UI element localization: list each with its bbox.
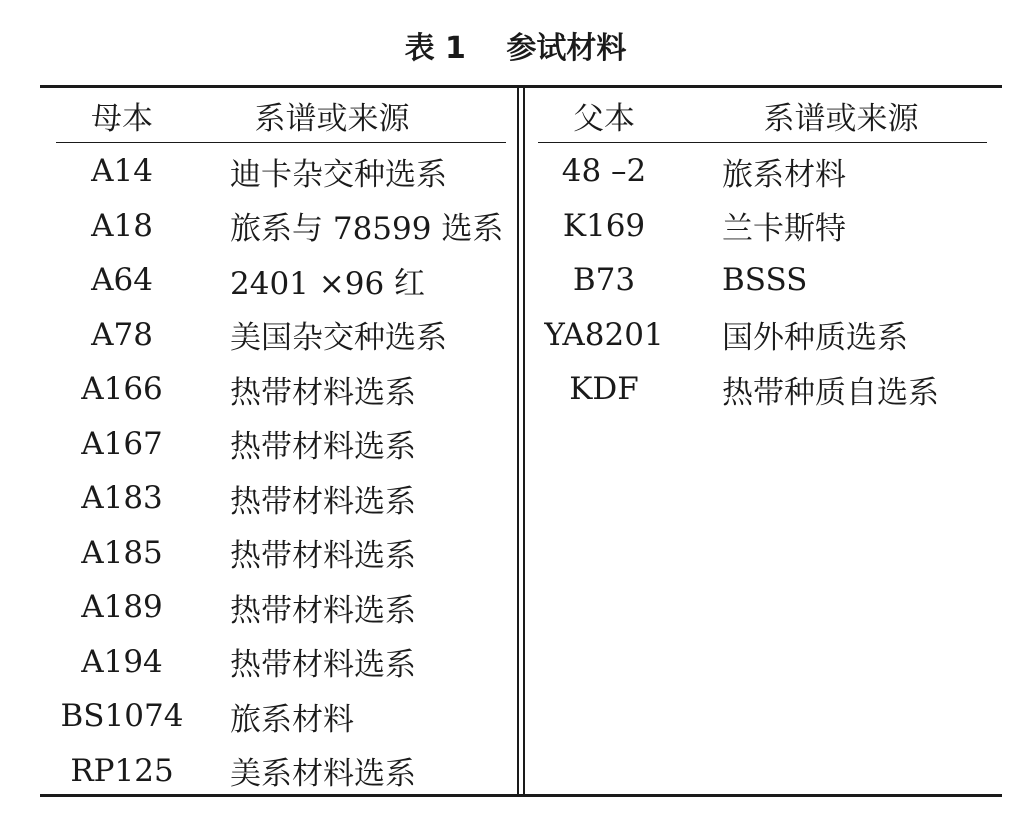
mother-name: A185 (81, 534, 163, 571)
mother-header-row (56, 88, 514, 142)
mother-name: A78 (91, 316, 153, 353)
table-row (538, 199, 998, 254)
mother-name: A183 (81, 480, 163, 517)
mother-table (56, 88, 514, 798)
father-name: YA8201 (544, 316, 664, 353)
father-header: 父本 (573, 100, 635, 137)
father-source-header: 系谱或来源 (763, 100, 919, 137)
mother-name: A14 (91, 153, 153, 190)
table-row (538, 362, 998, 417)
mother-source: 热带材料选系 (230, 374, 416, 411)
table-row (56, 471, 514, 526)
mother-rows (56, 144, 514, 798)
table-row (56, 199, 514, 254)
father-source: 热带种质自选系 (722, 374, 939, 411)
mother-source: 2401 ×96 红 (230, 265, 426, 302)
table-row (56, 744, 514, 799)
table-row (56, 526, 514, 581)
mother-source-header: 系谱或来源 (254, 100, 410, 137)
column-divider-right (523, 88, 525, 794)
father-name: B73 (572, 262, 636, 299)
mother-source: 热带材料选系 (230, 429, 416, 466)
mother-name: A64 (91, 262, 153, 299)
father-source: 国外种质选系 (722, 320, 908, 357)
mother-source: 迪卡杂交种选系 (230, 156, 447, 193)
mother-name: BS1074 (60, 698, 184, 735)
mother-name: RP125 (70, 752, 174, 789)
father-rows (538, 144, 998, 417)
column-divider-left (517, 88, 519, 794)
mother-source: 热带材料选系 (230, 538, 416, 575)
father-name: K169 (562, 207, 646, 244)
father-source: 旅系材料 (722, 156, 846, 193)
father-name: KDF (569, 371, 639, 408)
mother-source: 旅系材料 (230, 701, 354, 738)
mother-header: 母本 (91, 100, 153, 137)
mother-source: 美国杂交种选系 (230, 320, 447, 357)
father-table (538, 88, 998, 417)
table-row (538, 144, 998, 199)
table-row (56, 689, 514, 744)
table-row (56, 362, 514, 417)
father-source: BSSS (722, 262, 808, 299)
mother-name: A189 (81, 589, 163, 626)
mother-source: 热带材料选系 (230, 647, 416, 684)
father-header-row (538, 88, 998, 142)
mother-source: 美系材料选系 (230, 756, 416, 793)
father-source: 兰卡斯特 (722, 211, 846, 248)
table-row (56, 635, 514, 690)
table-row (56, 417, 514, 472)
father-name: 48 –2 (561, 153, 647, 190)
table-row (56, 253, 514, 308)
table-row (538, 253, 998, 308)
mother-name: A167 (81, 425, 163, 462)
table-row (56, 308, 514, 363)
mother-source: 旅系与 78599 选系 (230, 211, 504, 248)
table-row (56, 144, 514, 199)
table-row (56, 580, 514, 635)
mother-source: 热带材料选系 (230, 483, 416, 520)
mother-name: A166 (81, 371, 163, 408)
table-title: 表 1 参试材料 (404, 31, 627, 66)
table-row (538, 308, 998, 363)
mother-source: 热带材料选系 (230, 592, 416, 629)
mother-name: A18 (91, 207, 153, 244)
mother-name: A194 (81, 643, 163, 680)
